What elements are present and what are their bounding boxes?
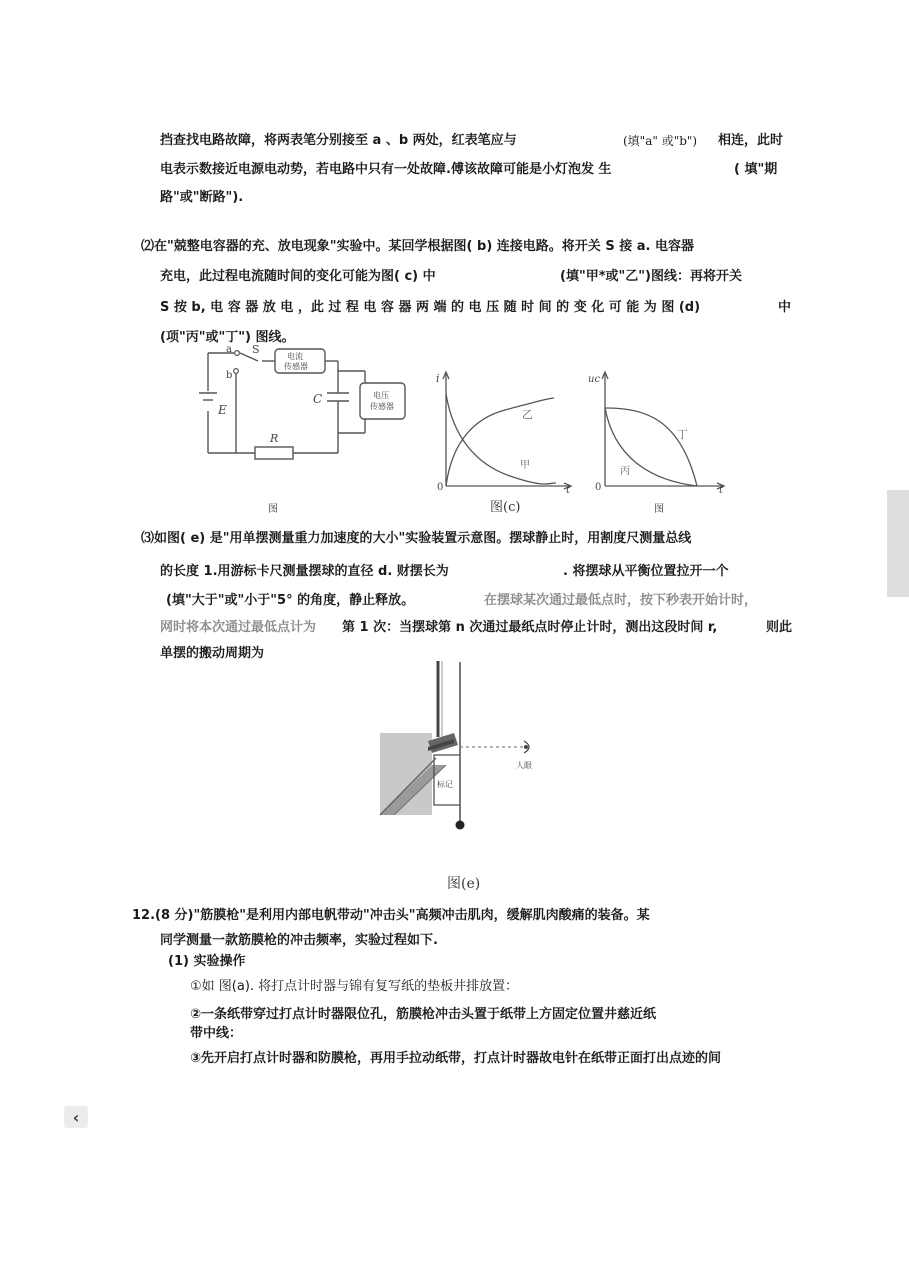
q11-1-line2: 电表示数接近电源电动势，若电路中只有一处故障.傅该故障可能是小灯泡发 生 (160, 162, 612, 177)
eye-label: 人眼 (516, 761, 532, 770)
node-a-label: a (226, 344, 232, 355)
curve-ding-label: 丁 (677, 428, 688, 441)
text-segment: 挡查找电路故障，将两表笔分别接至 a 、b 两处，红表笔应与 (160, 133, 517, 148)
curve-bing-label: 丙 (620, 466, 630, 477)
q11-3-line3a: (填"大于"或"小于"5° 的角度，静止释放。 (166, 593, 415, 608)
figure-b-caption: 图 (268, 504, 278, 515)
axis-t-label: t (719, 485, 724, 496)
q11-1-line2-end: ( 填"期 (734, 162, 778, 177)
circuit-diagram (190, 343, 410, 468)
figure-d-graph (585, 366, 730, 496)
q11-3-line3b: 在摆球某次通过最低点时，按下秒表开始计时， (484, 593, 758, 608)
q11-1-line1-end: 相连，此时 (718, 133, 784, 148)
figure-c-caption: 图(c) (490, 500, 521, 515)
chevron-left-icon: ‹ (72, 1107, 80, 1127)
q11-3-line4a: 网时将本次通过最低点计为 (160, 620, 317, 635)
voltage-sensor-label-1: 电压 (373, 391, 389, 400)
switch-s-label: S (252, 343, 260, 356)
resistor-r-label: R (270, 432, 279, 445)
q12-line2: 同学测量一款筋膜枪的冲击频率，实验过程如下. (160, 933, 438, 948)
q12-sub1: (1) 实验操作 (168, 954, 246, 969)
mark-label: 标记 (437, 780, 453, 789)
q11-1-fill-hint: (填"a" 或"b") (623, 134, 698, 148)
q12-step2b: 带中线： (190, 1026, 243, 1041)
axis-t-label: t (566, 485, 571, 496)
q11-1-line1 (160, 132, 517, 150)
figure-c-graph (430, 366, 575, 496)
q11-3-line1: ⑶如图( e) 是"用单摆测量重力加速度的大小"实验装置示意图。摆球静止时，用割度尺测量总线 (141, 531, 692, 546)
q12-step1: ①如 图(a). 将打点计时器与锦有复写纸的垫板井排放置： (190, 979, 519, 994)
battery-e-label: E (218, 403, 227, 417)
curve-bing (605, 408, 697, 486)
q11-2-line2a: 充电，此过程电流随时间的变化可能为图( c) 中 (160, 269, 436, 284)
origin-label: 0 (437, 482, 444, 493)
q11-2-line3b: 中 (778, 300, 792, 315)
q11-1-line3: 路"或"断路"). (160, 190, 244, 205)
capacitor-c-label: C (313, 392, 323, 406)
q11-2-line3a: S 按 b, 电 容 器 放 电 ，此 过 程 电 容 器 两 端 的 电 压 随 时 间 的 变 化 可 能 为 图 (d) (160, 300, 701, 315)
axis-uc-label: uc (588, 374, 601, 385)
origin-label: 0 (595, 482, 602, 493)
q11-3-line4c: 则此 (766, 620, 793, 635)
figure-e-caption: 图(e) (447, 876, 481, 892)
curve-yi (446, 398, 554, 486)
side-panel-tab[interactable] (887, 490, 909, 597)
back-button[interactable] (64, 1106, 88, 1128)
q11-2-line2b: (填"甲*或"乙")图线：再将开关 (560, 269, 743, 284)
current-sensor-label-2: 传感器 (284, 362, 308, 371)
voltage-sensor-label-2: 传感器 (370, 402, 394, 411)
figure-d-caption: 图 (654, 504, 664, 515)
pendulum-diagram (376, 655, 556, 835)
q11-3-line2a: 的长度 1.用游标卡尺测量摆球的直径 d. 财摆长为 (160, 564, 449, 579)
q12-line1: 12.(8 分)"筋膜枪"是利用内部电帆带动"冲击头"高频冲击肌肉，缓解肌肉酸痛的装备。某 (132, 908, 650, 923)
curve-yi-label: 乙 (522, 408, 533, 421)
current-sensor-label-1: 电流 (287, 352, 303, 361)
axis-i-label: i (436, 372, 440, 385)
curve-jia (446, 394, 556, 484)
q11-2-line1: ⑵在"兢整电容器的充、放电现象"实验中。某回学根据图( b) 连接电路。将开关 S 接 a. 电容器 (141, 239, 694, 254)
q11-3-line2b: . 将摆球从平衡位置拉开一个 (563, 564, 729, 579)
curve-ding (605, 408, 697, 486)
q11-2-line4: (项"丙"或"丁") 图线。 (160, 330, 295, 345)
q12-step2a: ②一条纸带穿过打点计时器限位孔，筋膜枪冲击头置于纸带上方固定位置井慈近纸 (190, 1007, 657, 1022)
node-b-label: b (226, 370, 233, 381)
q11-3-line5: 单摆的搬动周期为 (160, 646, 265, 661)
curve-jia-label: 甲 (520, 460, 530, 471)
q11-3-line4b: 第 1 次：当摆球第 n 次通过最纸点时停止计时，测出这段时间 r, (342, 620, 718, 635)
q12-step3: ③先开启打点计时器和防膜枪，再用手拉动纸带，打点计时器故电针在纸带正面打出点迹的间 (190, 1051, 722, 1066)
